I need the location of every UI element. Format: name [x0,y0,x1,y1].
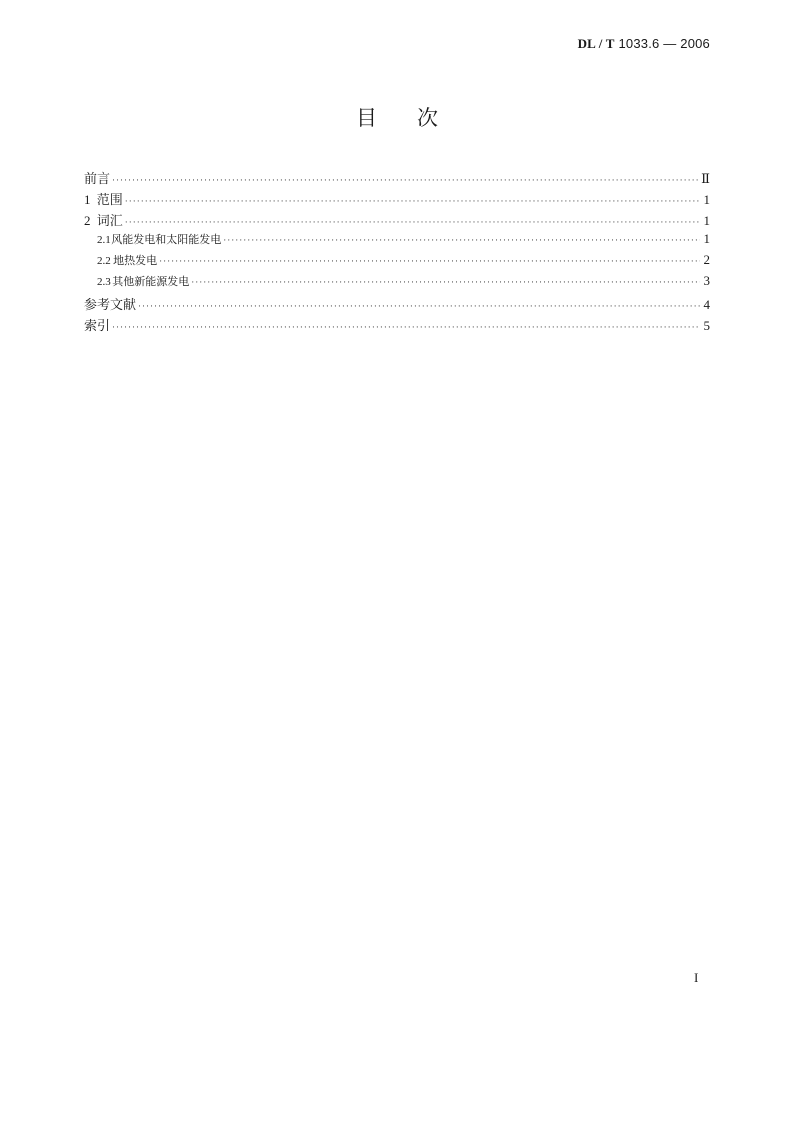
toc-entry-number: 2 [84,213,91,228]
toc-entry-scope[interactable] [84,189,710,210]
toc-entry-vocabulary[interactable] [84,210,710,231]
table-of-contents [84,168,710,336]
toc-entry-label: 范围 [96,192,123,207]
toc-leader [159,256,700,266]
toc-entry-number: 2.3 [97,276,111,288]
toc-leader [191,277,700,287]
toc-title: 目次 [356,106,478,130]
toc-entry-number: 1 [84,192,91,207]
toc-leader [138,301,700,311]
toc-leader [223,235,700,245]
toc-entry-label: 词汇 [96,213,123,228]
toc-entry-label: 地热发电 [113,255,158,267]
toc-entry-page: 3 [703,273,710,288]
toc-leader [125,217,700,227]
toc-entry-index[interactable] [84,315,710,336]
toc-entry-number: 2.2 [97,255,111,267]
document-code-prefix: DL / T [577,36,615,51]
document-code-number: 1033.6 — 2006 [614,36,710,51]
toc-leader [112,322,700,332]
toc-entry-page: 1 [703,192,710,207]
toc-entry-number: 2.1 [97,234,111,246]
document-code [578,36,710,52]
toc-leader [112,175,699,185]
toc-entry-geothermal[interactable] [84,252,710,273]
page-number: I [694,970,699,985]
toc-entry-references[interactable] [84,294,710,315]
toc-leader [125,196,700,206]
toc-entry-page: 5 [703,318,710,333]
toc-entry-label: 其他新能源发电 [112,276,190,288]
toc-entry-foreword[interactable] [84,168,710,189]
toc-entry-page: 2 [703,252,710,267]
toc-entry-page: 4 [703,297,710,312]
toc-entry-page: 1 [703,213,710,228]
toc-entry-label: 索引 [84,318,111,333]
toc-entry-other-new-energy[interactable] [84,273,710,294]
toc-entry-label: 前言 [84,171,111,186]
toc-entry-page: 1 [703,231,710,246]
toc-entry-wind-solar[interactable] [84,231,710,252]
toc-entry-label: 风能发电和太阳能发电 [111,234,222,246]
toc-entry-page: Ⅱ [701,171,710,186]
toc-entry-label: 参考文献 [84,297,137,312]
